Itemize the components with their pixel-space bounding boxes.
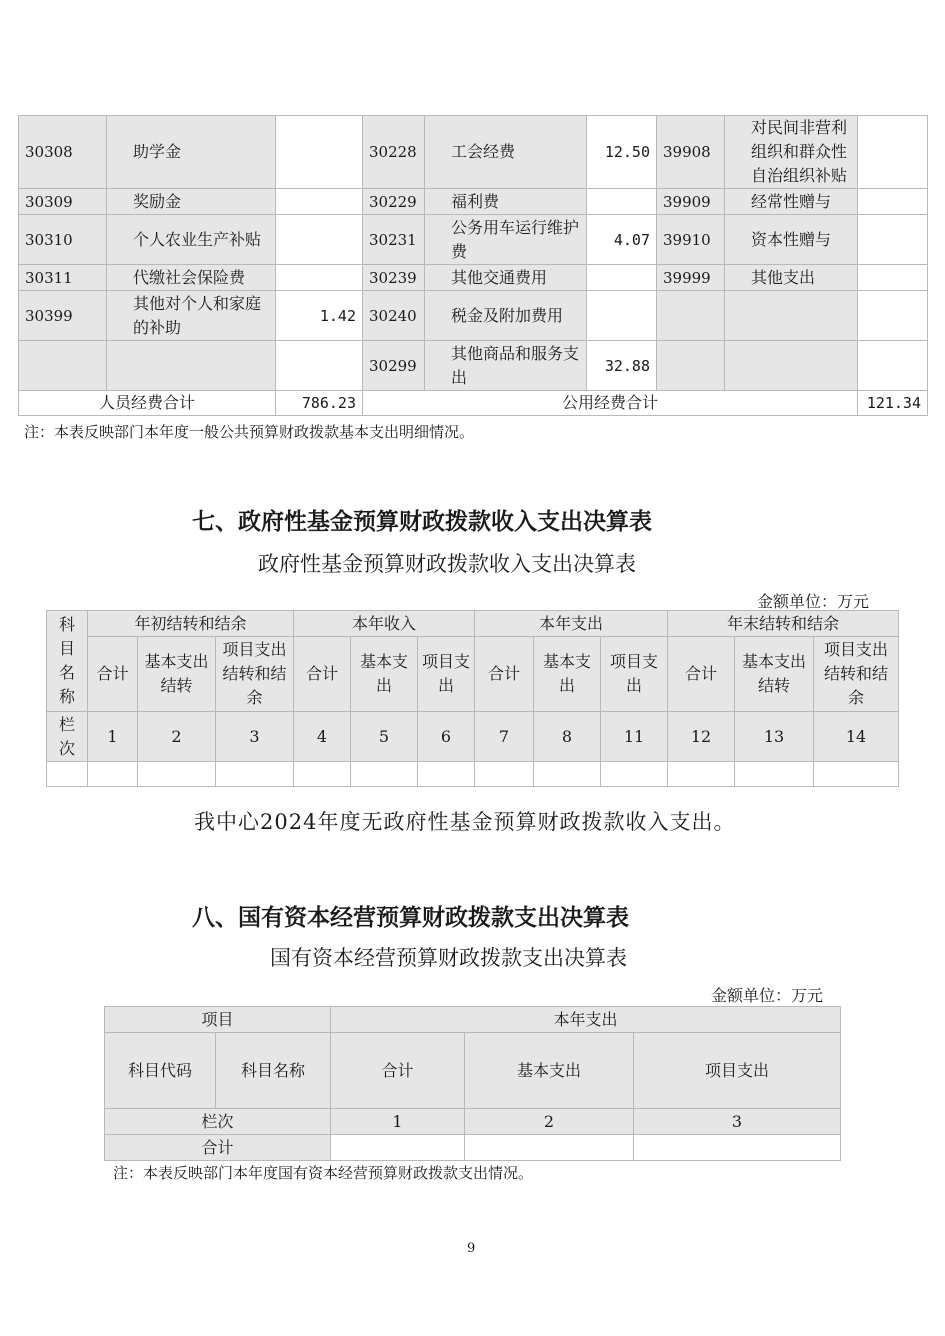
table-row [19, 291, 928, 341]
column-number: 13 [735, 712, 814, 762]
amount-cell: 4.07 [587, 215, 657, 265]
subject-name-cell [725, 341, 858, 391]
empty-cell [418, 762, 475, 787]
amount-cell [587, 189, 657, 215]
column-header: 合计 [668, 637, 735, 712]
empty-cell [216, 762, 294, 787]
column-header: 基本支出结转 [735, 637, 814, 712]
amount-cell [587, 265, 657, 291]
amount-cell [276, 116, 363, 189]
sum-project-cell [634, 1135, 841, 1161]
sum-label: 合计 [105, 1135, 331, 1161]
subject-name-cell: 其他商品和服务支出 [425, 341, 587, 391]
column-header: 合计 [88, 637, 138, 712]
empty-cell [138, 762, 216, 787]
subject-code-cell [19, 341, 107, 391]
column-number: 11 [601, 712, 668, 762]
name-header: 科目名称 [216, 1033, 331, 1109]
subject-name-cell: 代缴社会保险费 [107, 265, 276, 291]
column-header: 项目支出结转和结余 [216, 637, 294, 712]
column-header: 基本支出 [351, 637, 418, 712]
subject-name-cell: 个人农业生产补贴 [107, 215, 276, 265]
amount-cell: 12.50 [587, 116, 657, 189]
empty-cell [534, 762, 601, 787]
amount-cell [276, 341, 363, 391]
amount-cell: 1.42 [276, 291, 363, 341]
subject-code-cell: 30309 [19, 189, 107, 215]
section7-statement: 我中心2024年度无政府性基金预算财政拨款收入支出。 [194, 810, 736, 834]
empty-cell [88, 762, 138, 787]
table3-note: 注：本表反映部门本年度国有资本经营预算财政拨款支出情况。 [113, 1164, 534, 1182]
column-header: 项目支出结转和结余 [814, 637, 899, 712]
column-number: 2 [138, 712, 216, 762]
amount-cell [858, 215, 928, 265]
table-row [19, 215, 928, 265]
column-number: 8 [534, 712, 601, 762]
amount-cell [858, 265, 928, 291]
subject-code-cell: 39910 [657, 215, 725, 265]
column-number: 3 [216, 712, 294, 762]
column-number: 14 [814, 712, 899, 762]
subject-code-cell: 30308 [19, 116, 107, 189]
subject-code-cell: 30310 [19, 215, 107, 265]
subject-name-cell: 经常性赠与 [725, 189, 858, 215]
subject-name-cell: 福利费 [425, 189, 587, 215]
column-number: 7 [475, 712, 534, 762]
subject-code-cell: 39908 [657, 116, 725, 189]
group-header-begin: 年初结转和结余 [88, 611, 294, 637]
sum-total-cell [331, 1135, 465, 1161]
subject-name-cell: 助学金 [107, 116, 276, 189]
empty-cell [814, 762, 899, 787]
table1-note: 注：本表反映部门本年度一般公共预算财政拨款基本支出明细情况。 [24, 423, 475, 441]
table-row [19, 116, 928, 189]
subject-name-cell: 工会经费 [425, 116, 587, 189]
subject-name-cell: 资本性赠与 [725, 215, 858, 265]
column-header: 项目支出 [601, 637, 668, 712]
empty-cell [475, 762, 534, 787]
row-label: 栏次 [105, 1109, 331, 1135]
row-num-1: 1 [331, 1109, 465, 1135]
subject-code-cell: 30228 [363, 116, 425, 189]
subject-code-cell: 30229 [363, 189, 425, 215]
item-header: 项目 [105, 1007, 331, 1033]
subject-name-text: 科 目 名 称 [58, 615, 75, 706]
column-header: 合计 [294, 637, 351, 712]
page-number: 9 [467, 1241, 476, 1256]
subject-name-cell [107, 341, 276, 391]
state-capital-table [104, 1006, 841, 1161]
section7-subtitle: 政府性基金预算财政拨款收入支出决算表 [258, 552, 636, 576]
subject-code-cell: 30240 [363, 291, 425, 341]
column-header: 基本支出结转 [138, 637, 216, 712]
subject-name-cell: 税金及附加费用 [425, 291, 587, 341]
subject-code-cell: 30299 [363, 341, 425, 391]
year-expense-header: 本年支出 [331, 1007, 841, 1033]
subject-name-cell: 其他对个人和家庭的补助 [107, 291, 276, 341]
amount-cell [858, 189, 928, 215]
personnel-total-label: 人员经费合计 [19, 391, 276, 416]
basic-header: 基本支出 [465, 1033, 634, 1109]
section8-unit: 金额单位：万元 [711, 986, 824, 1005]
row-num-2: 2 [465, 1109, 634, 1135]
project-header: 项目支出 [634, 1033, 841, 1109]
section8-subtitle: 国有资本经营预算财政拨款支出决算表 [270, 946, 627, 970]
amount-cell [858, 341, 928, 391]
subject-name-cell: 其他支出 [725, 265, 858, 291]
subject-code-cell: 30311 [19, 265, 107, 291]
personnel-total-value: 786.23 [276, 391, 363, 416]
section7-heading: 七、政府性基金预算财政拨款收入支出决算表 [192, 509, 652, 535]
column-header: 基本支出 [534, 637, 601, 712]
table-row [19, 189, 928, 215]
basic-expenditure-detail-table [18, 115, 928, 416]
subject-name-cell: 其他交通费用 [425, 265, 587, 291]
amount-cell [276, 189, 363, 215]
empty-cell [735, 762, 814, 787]
group-header-end: 年末结转和结余 [668, 611, 899, 637]
subject-code-cell: 30231 [363, 215, 425, 265]
subject-code-cell: 30239 [363, 265, 425, 291]
section8-heading: 八、国有资本经营预算财政拨款支出决算表 [192, 905, 629, 931]
amount-cell [858, 291, 928, 341]
empty-cell [294, 762, 351, 787]
government-fund-table [46, 610, 899, 787]
empty-cell [351, 762, 418, 787]
amount-cell: 32.88 [587, 341, 657, 391]
group-header-income: 本年收入 [294, 611, 475, 637]
subject-name-header [47, 611, 88, 712]
total-header: 合计 [331, 1033, 465, 1109]
subject-name-cell: 公务用车运行维护费 [425, 215, 587, 265]
subject-code-cell: 39909 [657, 189, 725, 215]
sum-basic-cell [465, 1135, 634, 1161]
public-total-value: 121.34 [858, 391, 928, 416]
column-number: 1 [88, 712, 138, 762]
amount-cell [858, 116, 928, 189]
row-label-header [47, 712, 88, 762]
empty-cell [601, 762, 668, 787]
row-num-3: 3 [634, 1109, 841, 1135]
column-header: 项目支出 [418, 637, 475, 712]
subject-code-cell [657, 341, 725, 391]
subject-name-cell: 奖励金 [107, 189, 276, 215]
subject-name-cell [725, 291, 858, 341]
column-number: 4 [294, 712, 351, 762]
row-label-text: 栏 次 [58, 714, 75, 758]
table-row [19, 265, 928, 291]
subject-code-cell [657, 291, 725, 341]
group-header-expense: 本年支出 [475, 611, 668, 637]
public-total-label: 公用经费合计 [363, 391, 858, 416]
column-header: 合计 [475, 637, 534, 712]
column-number: 6 [418, 712, 475, 762]
subject-code-cell: 30399 [19, 291, 107, 341]
amount-cell [276, 265, 363, 291]
column-number: 12 [668, 712, 735, 762]
subject-name-cell: 对民间非营利组织和群众性自治组织补贴 [725, 116, 858, 189]
section7-unit: 金额单位：万元 [757, 592, 870, 611]
code-header: 科目代码 [105, 1033, 216, 1109]
empty-cell [668, 762, 735, 787]
column-number: 5 [351, 712, 418, 762]
table-row [19, 341, 928, 391]
amount-cell [587, 291, 657, 341]
empty-cell [47, 762, 88, 787]
amount-cell [276, 215, 363, 265]
subject-code-cell: 39999 [657, 265, 725, 291]
